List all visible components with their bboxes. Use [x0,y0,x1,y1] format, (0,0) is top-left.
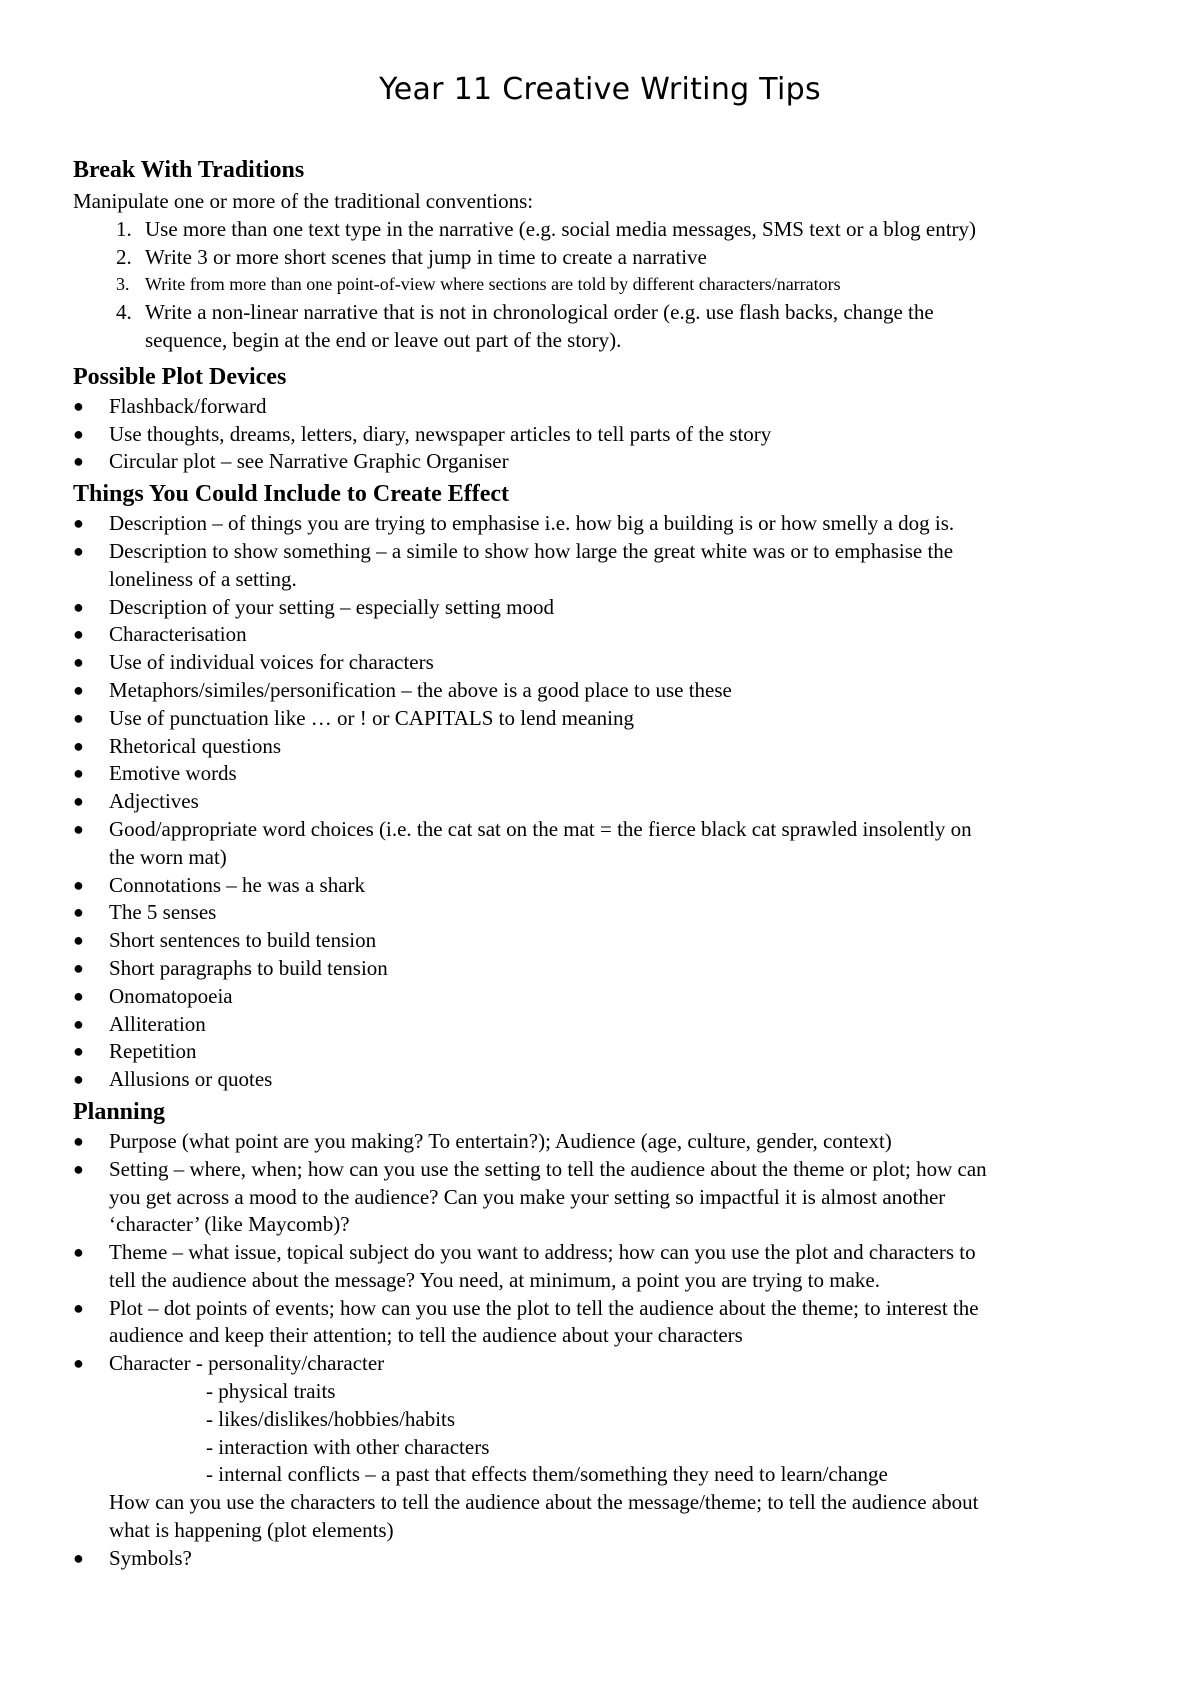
list-item-text: Setting – where, when; how can you use the setting to tell the audience about the theme or plot; how can [109,1156,987,1181]
section-create-effect [73,478,1141,1094]
bullet-icon: ● [73,1041,84,1062]
list-item-text: Description to show something – a simile to show how large the great white was or to emphasise the [109,538,954,563]
list-item-text: Short paragraphs to build tension [109,955,388,980]
list-number: 4. [116,300,132,325]
sub-point: - internal conflicts – a past that effects them/something they need to learn/change [206,1462,888,1487]
list-item-text-continued: audience and keep their attention; to tell the audience about your characters [109,1323,743,1348]
list-item-symbols [73,1545,1141,1573]
list-item-text: Description of your setting – especially setting mood [109,594,554,619]
bullet-list [73,1545,1141,1573]
section-break-with-traditions [73,154,1141,355]
list-item-character [73,1350,1141,1378]
list-item-text-continued: you get across a mood to the audience? Can you make your setting so impactful it is almost another [109,1184,946,1209]
section-planning [73,1096,1141,1573]
list-item-text: Write 3 or more short scenes that jump in time to create a narrative [145,244,707,269]
list-item [73,733,1141,761]
list-item-text-continued: the worn mat) [109,844,227,869]
list-item-text: Character - personality/character [109,1351,385,1376]
list-item [73,271,1141,299]
list-item-setting [73,1156,1141,1239]
bullet-icon: ● [73,735,84,756]
character-follow-up [73,1489,1141,1545]
list-item-text: Allusions or quotes [109,1067,273,1092]
list-item-text: Plot – dot points of events; how can you use the plot to tell the audience about the theme; to interest the [109,1295,979,1320]
list-item-text-continued: ‘character’ (like Maycomb)? [109,1212,350,1237]
bullet-icon: ● [73,1297,84,1318]
list-item-text: Use thoughts, dreams, letters, diary, newspaper articles to tell parts of the story [109,421,772,446]
list-item [73,299,1141,355]
list-item [73,649,1141,677]
list-item-text: Use of individual voices for characters [109,650,434,675]
list-item [73,677,1141,705]
list-item-text: Metaphors/similes/personification – the above is a good place to use these [109,677,732,702]
bullet-icon: ● [73,540,84,561]
bullet-icon: ● [73,1158,84,1179]
list-item-text: Write from more than one point-of-view where sections are told by different characters/narrators [145,274,841,295]
list-item [73,983,1141,1011]
list-item-text: Characterisation [109,622,247,647]
list-item-text: Repetition [109,1039,197,1064]
bullet-icon: ● [73,957,84,978]
list-item-text-continued: loneliness of a setting. [109,566,297,591]
list-item-text: Emotive words [109,761,237,786]
list-item [73,1011,1141,1039]
list-item [73,1066,1141,1094]
list-item [73,1038,1141,1066]
bullet-icon: ● [73,1130,84,1151]
sub-point: - physical traits [206,1379,336,1404]
paragraph-line: what is happening (plot elements) [109,1518,394,1543]
list-item-theme [73,1239,1141,1295]
sub-point: - likes/dislikes/hobbies/habits [206,1406,456,1431]
section-heading: Break With Traditions [73,157,305,183]
section-intro: Manipulate one or more of the traditional conventions: [73,189,534,213]
bullet-list [73,510,1141,1094]
list-item [73,621,1141,649]
section-heading: Planning [73,1098,166,1125]
list-item [73,955,1141,983]
document-body [73,154,1141,1573]
list-item-text: Circular plot – see Narrative Graphic Organiser [109,449,509,474]
list-item-text-continued: tell the audience about the message? You need, at minimum, a point you are trying to make. [109,1267,880,1292]
bullet-icon: ● [73,624,84,645]
list-item-text: Symbols? [109,1545,192,1570]
bullet-icon: ● [73,1069,84,1090]
list-item [73,788,1141,816]
list-item [73,872,1141,900]
list-item [73,594,1141,622]
list-item-text: Good/appropriate word choices (i.e. the cat sat on the mat = the fierce black cat sprawled insolently on [109,816,972,841]
bullet-icon: ● [73,930,84,951]
list-item [73,705,1141,733]
bullet-icon: ● [73,423,84,444]
list-item-text-continued: sequence, begin at the end or leave out part of the story). [145,327,622,352]
bullet-icon: ● [73,902,84,923]
bullet-icon: ● [73,763,84,784]
character-sub-points [73,1378,1141,1489]
list-item-text: Short sentences to build tension [109,928,377,953]
list-item-text: Purpose (what point are you making? To entertain?); Audience (age, culture, gender, context) [109,1128,892,1153]
bullet-icon: ● [73,1013,84,1034]
document-title: Year 11 Creative Writing Tips [379,72,821,107]
bullet-icon: ● [73,451,84,472]
list-item [73,448,1141,476]
bullet-icon: ● [73,395,84,416]
list-item-text: Onomatopoeia [109,983,233,1008]
bullet-icon: ● [73,513,84,534]
list-item [73,899,1141,927]
list-item-text: The 5 senses [109,900,217,925]
list-item [73,244,1141,272]
bullet-list [73,393,1141,476]
paragraph-line: How can you use the characters to tell the audience about the message/theme; to tell the audience about [109,1490,979,1515]
list-item [73,393,1141,421]
list-item-text: Adjectives [109,789,199,814]
list-item [73,538,1141,594]
list-item-text: Flashback/forward [109,393,267,418]
bullet-icon: ● [73,652,84,673]
bullet-icon: ● [73,818,84,839]
list-item [73,816,1141,872]
bullet-icon: ● [73,707,84,728]
list-item-text: Alliteration [109,1011,206,1036]
bullet-icon: ● [73,874,84,895]
section-plot-devices [73,361,1141,476]
section-heading: Things You Could Include to Create Effect [73,481,510,508]
bullet-icon: ● [73,596,84,617]
list-number: 3. [116,274,130,295]
list-item-text: Connotations – he was a shark [109,872,366,897]
list-item [73,760,1141,788]
list-item-text: Theme – what issue, topical subject do you want to address; how can you use the plot and characters to [109,1240,976,1265]
list-item [73,421,1141,449]
list-item-text: Rhetorical questions [109,733,282,758]
bullet-list [73,1128,1141,1378]
numbered-list [73,216,1141,355]
list-item-text: Description – of things you are trying to emphasise i.e. how big a building is or how smelly a dog is. [109,511,955,536]
list-item-text: Use of punctuation like … or ! or CAPITALS to lend meaning [109,705,634,730]
bullet-icon: ● [73,791,84,812]
sub-point: - interaction with other characters [206,1434,490,1459]
bullet-icon: ● [73,1547,84,1568]
list-item-purpose [73,1128,1141,1156]
bullet-icon: ● [73,985,84,1006]
list-item-text: Use more than one text type in the narrative (e.g. social media messages, SMS text or a blog entry) [145,216,977,241]
bullet-icon: ● [73,1242,84,1263]
list-item-plot [73,1295,1141,1351]
list-number: 1. [116,216,132,241]
list-item [73,510,1141,538]
bullet-icon: ● [73,1353,84,1374]
section-heading: Possible Plot Devices [73,363,287,390]
list-item [73,216,1141,244]
list-number: 2. [116,244,132,269]
list-item [73,927,1141,955]
bullet-icon: ● [73,679,84,700]
list-item-text: Write a non-linear narrative that is not in chronological order (e.g. use flash backs, change the [145,300,934,325]
